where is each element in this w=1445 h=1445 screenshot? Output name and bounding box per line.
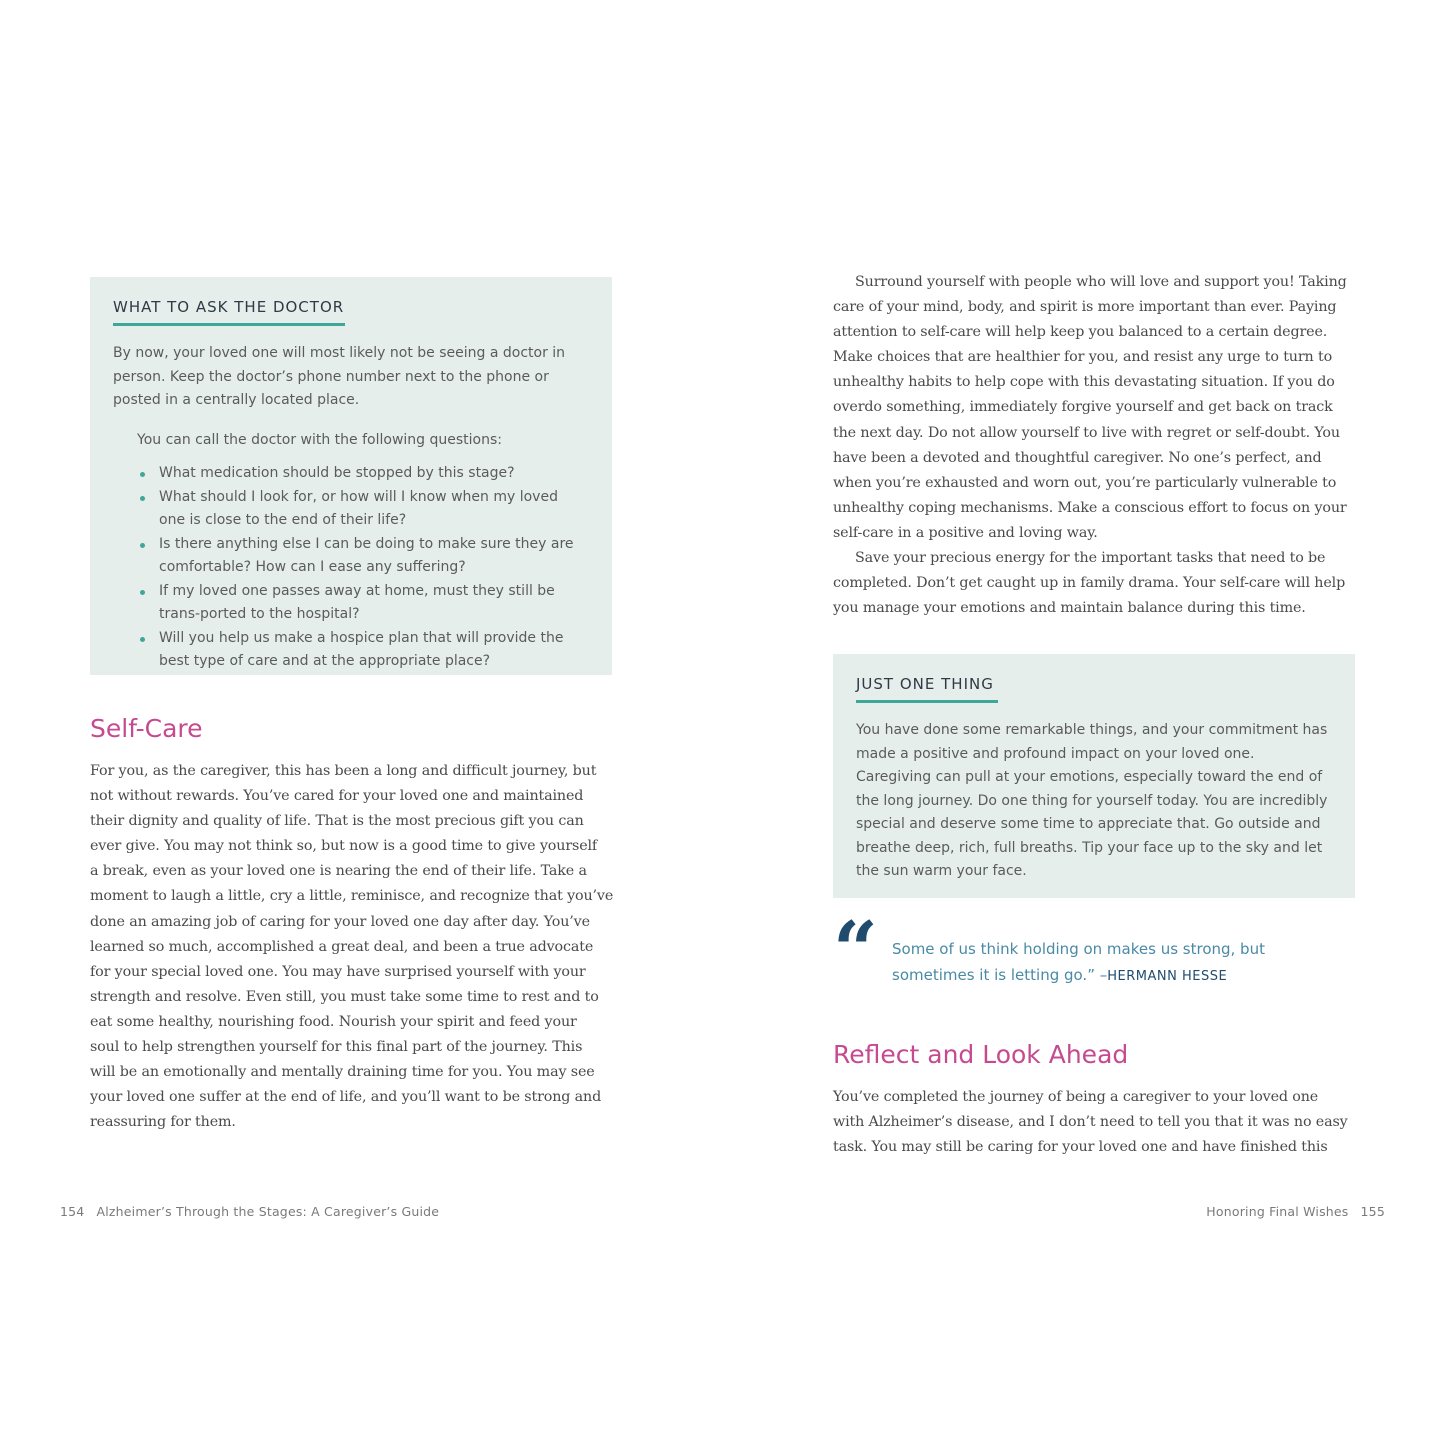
text-line: moment to laugh a little, cry a little, reminisce, and recognize that you’ve: [90, 888, 614, 905]
support-paragraph: [833, 270, 1363, 621]
text-line: care of your mind, body, and spirit is more important than ever. Paying: [833, 299, 1337, 316]
doctor-box-lead: You can call the doctor with the following questions:: [137, 431, 502, 448]
question-item: [159, 533, 588, 580]
text-line: learned so much, accomplished a great deal, and been a true advocate: [90, 938, 594, 955]
bullet-icon: [140, 496, 145, 501]
text-line: unhealthy habits to help cope with this devastating situation. If you do: [833, 374, 1335, 391]
reflect-paragraph: [833, 1085, 1363, 1160]
text-line: soul to help strengthen yourself for this final part of the journey. This: [90, 1039, 583, 1056]
question-text: Will you help us make a hospice plan that will provide the best type of care and at the appropriate place?: [159, 629, 564, 669]
text-line: ever give. You may not think so, but now is a good time to give yourself: [90, 838, 598, 855]
text-line: completed. Don’t get caught up in family drama. Your self-care will help: [833, 575, 1346, 592]
self-care-heading: Self-Care: [90, 714, 203, 743]
book-title: Alzheimer’s Through the Stages: A Caregiver’s Guide: [96, 1204, 440, 1219]
text-line: the next day. Do not allow yourself to live with regret or self-doubt. You: [833, 424, 1340, 441]
text-line: overdo something, immediately forgive yourself and get back on track: [833, 399, 1333, 416]
question-item: [159, 627, 588, 674]
quote-body: Some of us think holding on makes us strong, but sometimes it is letting go.” –: [892, 940, 1265, 984]
text-line: For you, as the caregiver, this has been a long and difficult journey, but: [90, 763, 597, 779]
question-item: [159, 486, 588, 533]
text-line: Save your precious energy for the important tasks that need to be: [855, 550, 1326, 567]
pull-quote: [833, 905, 1353, 996]
text-line: unhealthy coping mechanisms. Make a conscious effort to focus on your: [833, 499, 1347, 516]
text-line: reassuring for them.: [90, 1114, 236, 1131]
bullet-icon: [140, 590, 145, 595]
question-text: Is there anything else I can be doing to make sure they are comfortable? How can I ease any suffering?: [159, 535, 574, 575]
text-line: Surround yourself with people who will love and support you! Taking: [855, 274, 1347, 290]
question-item: [159, 462, 588, 486]
question-text: What should I look for, or how will I know when my loved one is close to the end of their life?: [159, 488, 558, 528]
text-line: their dignity and quality of life. That is the most precious gift you can: [90, 813, 584, 830]
right-page-footer: [1206, 1204, 1385, 1219]
text-line: strength and resolve. Even still, you must take some time to rest and to: [90, 988, 599, 1005]
text-line: done an amazing job of caring for your loved one day after day. You’ve: [90, 913, 590, 930]
quotation-mark-icon: “: [833, 905, 878, 996]
text-line: You’ve completed the journey of being a caregiver to your loved one: [833, 1089, 1319, 1105]
bullet-icon: [140, 472, 145, 477]
text-line: you manage your emotions and maintain balance during this time.: [833, 600, 1306, 617]
text-line: attention to self-care will help keep you balanced to a certain degree.: [833, 324, 1328, 341]
bullet-icon: [140, 637, 145, 642]
page-number: 155: [1360, 1204, 1385, 1219]
text-line: with Alzheimer’s disease, and I don’t need to tell you that it was no easy: [833, 1114, 1348, 1131]
left-page: [0, 0, 722, 1445]
text-line: your loved one suffer at the end of life, and you’ll want to be strong and: [90, 1089, 602, 1106]
quote-text: [892, 936, 1312, 990]
doctor-box-intro: By now, your loved one will most likely not be seeing a doctor in person. Keep the doctor’s phone number next to the phone or posted in a centrally located place.: [113, 345, 566, 408]
text-line: have been a devoted and thoughtful caregiver. No one’s perfect, and: [833, 449, 1322, 466]
doctor-question-list: [113, 462, 588, 674]
text-line: Make choices that are healthier for you, and resist any urge to turn to: [833, 349, 1333, 366]
bullet-icon: [140, 543, 145, 548]
text-line: when you’re exhausted and worn out, you’re particularly vulnerable to: [833, 474, 1337, 491]
text-line: self-care in a positive and loving way.: [833, 524, 1098, 541]
one-thing-heading: JUST ONE THING: [856, 675, 998, 703]
text-line: not without rewards. You’ve cared for your loved one and maintained: [90, 788, 584, 805]
text-line: task. You may still be caring for your loved one and have finished this: [833, 1139, 1328, 1156]
just-one-thing-box: [833, 654, 1355, 898]
self-care-paragraph: [90, 759, 615, 1135]
text-line: eat some healthy, nourishing food. Nourish your spirit and feed your: [90, 1013, 577, 1030]
quote-author: HERMANN HESSE: [1107, 969, 1228, 984]
left-page-footer: [60, 1204, 439, 1219]
doctor-box-heading: WHAT TO ASK THE DOCTOR: [113, 298, 345, 326]
one-thing-text: You have done some remarkable things, and your commitment has made a positive and profound impact on your loved one. Caregiving can pull at your emotions, especially toward the end of the long journey. Do one thing for yourself today. You are incredibly special and deserve some time to appreciate that. Go outside and breathe deep, rich, full breaths. Tip your face up to the sky and let the sun warm your face.: [856, 722, 1328, 879]
question-text: What medication should be stopped by this stage?: [159, 465, 515, 481]
what-to-ask-doctor-box: [90, 277, 612, 675]
question-text: If my loved one passes away at home, must they still be trans-ported to the hospital?: [159, 582, 555, 622]
text-line: a break, even as your loved one is nearing the end of their life. Take a: [90, 863, 587, 880]
text-line: for your special loved one. You may have surprised yourself with your: [90, 963, 586, 980]
page-number: 154: [60, 1204, 85, 1219]
right-page: [722, 0, 1445, 1445]
chapter-title: Honoring Final Wishes: [1206, 1204, 1349, 1219]
reflect-heading: Reflect and Look Ahead: [833, 1040, 1129, 1069]
question-item: [159, 580, 588, 627]
text-line: will be an emotionally and mentally draining time for you. You may see: [90, 1064, 595, 1081]
